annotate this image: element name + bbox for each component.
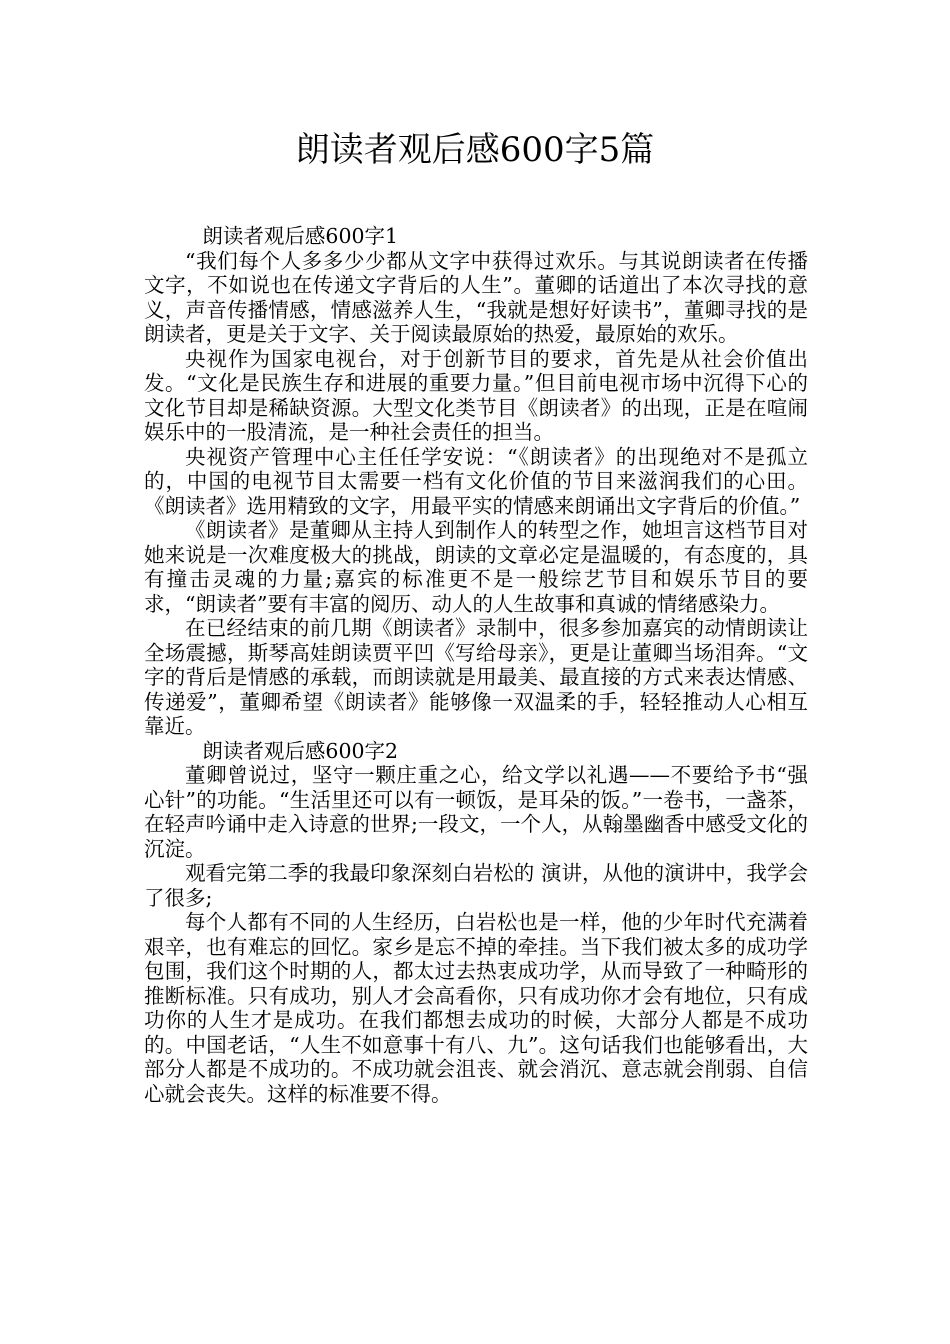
- body-paragraph: “我们每个人多多少少都从文字中获得过欢乐。与其说朗读者在传播文字，不如说也在传递文字背后的人生”。董卿的话道出了本次寻找的意义，声音传播情感，情感滋养人生，“我就是想好好读书”，董卿寻找的是朗读者，更是关于文字、关于阅读最原始的热爱，最原始的欢乐。: [144, 248, 808, 346]
- body-paragraph: 在已经结束的前几期《朗读者》录制中，很多参加嘉宾的动情朗读让全场震撼，斯琴高娃朗读贾平凹《写给母亲》，更是让董卿当场泪奔。“文字的背后是情感的承载，而朗读就是用最美、最直接的方式来表达情感、传递爱”，董卿希望《朗读者》能够像一双温柔的手，轻轻推动人心相互靠近。: [144, 616, 808, 738]
- page-title: 朗读者观后感600字5篇: [295, 130, 655, 170]
- body-paragraph: 董卿曾说过，坚守一颗庄重之心，给文学以礼遇——不要给予书“强心针”的功能。“生活里还可以有一顿饭，是耳朵的饭。”一卷书，一盏茶，在轻声吟诵中走入诗意的世界;一段文，一个人，从翰墨幽香中感受文化的沉淀。: [144, 763, 808, 861]
- section-heading: 朗读者观后感600字1: [202, 224, 399, 248]
- body-paragraph: 《朗读者》是董卿从主持人到制作人的转型之作，她坦言这档节目对她来说是一次难度极大的挑战，朗读的文章必定是温暖的，有态度的，具有撞击灵魂的力量;嘉宾的标准更不是一般综艺节目和娱乐节目的要求，“朗读者”要有丰富的阅历、动人的人生故事和真诚的情绪感染力。: [144, 518, 808, 616]
- body-paragraph: 每个人都有不同的人生经历，白岩松也是一样，他的少年时代充满着艰辛，也有难忘的回忆。家乡是忘不掉的牵挂。当下我们被太多的成功学包围，我们这个时期的人，都太过去热衷成功学，从而导致了一种畸形的推断标准。只有成功，别人才会高看你，只有成功你才会有地位，只有成功你的人生才是成功。在我们都想去成功的时候，大部分人都是不成功的。中国老话，“人生不如意事十有八、九”。这句话我们也能够看出，大部分人都是不成功的。不成功就会沮丧、就会消沉、意志就会削弱、自信心就会丧失。这样的标准要不得。: [144, 910, 808, 1106]
- body-paragraph: 观看完第二季的我最印象深刻白岩松的 演讲，从他的演讲中，我学会了很多;: [144, 861, 808, 910]
- document-body: [144, 224, 808, 1106]
- body-paragraph: 央视资产管理中心主任任学安说：“《朗读者》的出现绝对不是孤立的，中国的电视节目太需要一档有文化价值的节目来滋润我们的心田。《朗读者》选用精致的文字，用最平实的情感来朗诵出文字背后的价值。”: [144, 444, 808, 518]
- section-heading: 朗读者观后感600字2: [202, 738, 399, 763]
- body-paragraph: 央视作为国家电视台，对于创新节目的要求，首先是从社会价值出发。“文化是民族生存和进展的重要力量。”但目前电视市场中沉得下心的文化节目却是稀缺资源。大型文化类节目《朗读者》的出现，正是在喧闹娱乐中的一股清流，是一种社会责任的担当。: [144, 346, 808, 444]
